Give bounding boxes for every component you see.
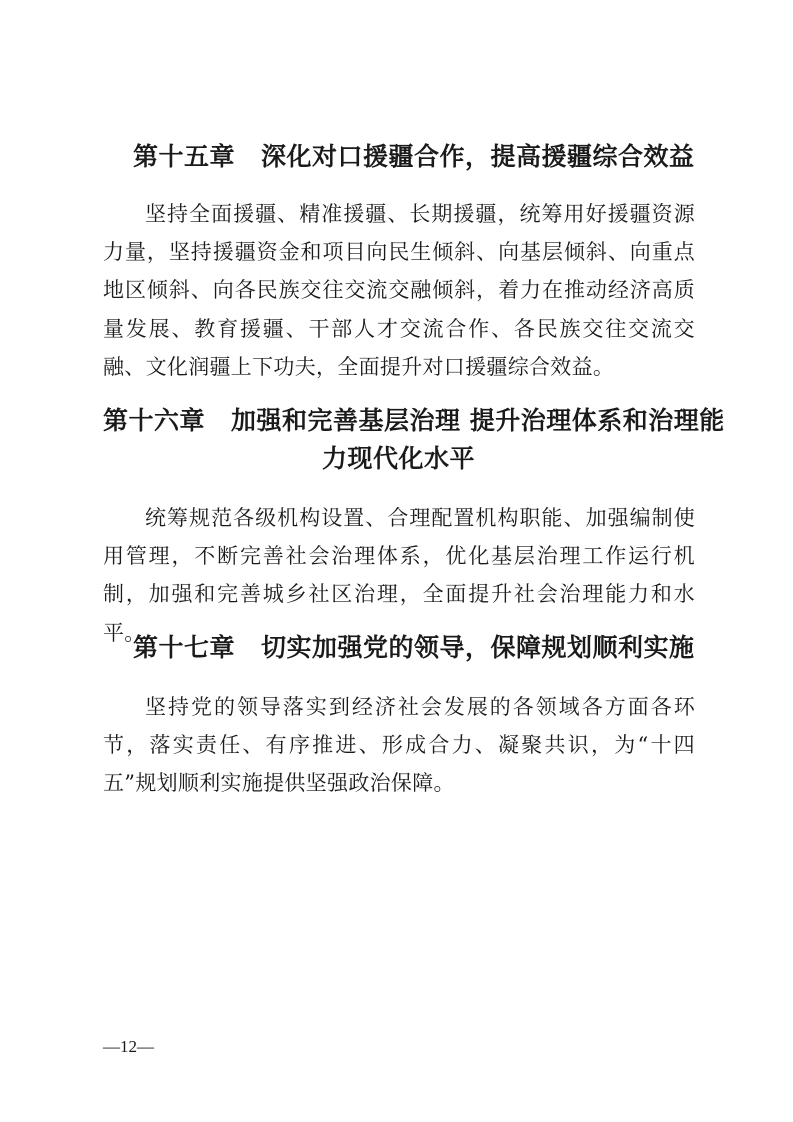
chapter-17-body: 坚持党的领导落实到经济社会发展的各领域各方面各环节，落实责任、有序推进、形成合力、凝聚共识，为“十四五”规划顺利实施提供坚强政治保障。 bbox=[103, 695, 695, 796]
chapter-16-heading bbox=[103, 404, 725, 438]
chapter-15-number: 第十五章 bbox=[133, 142, 236, 171]
chapter-16-title-line2: 力现代化水平 bbox=[322, 444, 476, 473]
chapter-17-heading bbox=[133, 631, 695, 665]
chapter-15-body: 坚持全面援疆、精准援疆、长期援疆，统筹用好援疆资源力量，坚持援疆资金和项目向民生倾斜、向基层倾斜、向重点地区倾斜、向各民族交往交流交融倾斜，着力在推动经济高质量发展、教育援疆、干部人才交流合作、各民族交往交流交融、文化润疆上下功夫，全面提升对口援疆综合效益。 bbox=[103, 202, 695, 379]
chapter-17-number: 第十七章 bbox=[133, 633, 236, 662]
chapter-15-heading bbox=[133, 140, 695, 174]
chapter-15-title: 深化对口援疆合作，提高援疆综合效益 bbox=[261, 142, 695, 171]
chapter-16-body: 统筹规范各级机构设置、合理配置机构职能、加强编制使用管理，不断完善社会治理体系，优化基层治理工作运行机制，加强和完善城乡社区治理，全面提升社会治理能力和水平。 bbox=[103, 506, 695, 645]
chapter-16-number: 第十六章 bbox=[103, 406, 206, 435]
chapter-16-title-line1: 加强和完善基层治理 提升治理体系和治理能 bbox=[231, 406, 725, 435]
chapter-17-title: 切实加强党的领导，保障规划顺利实施 bbox=[261, 633, 695, 662]
page-number: —12— bbox=[103, 1037, 154, 1056]
